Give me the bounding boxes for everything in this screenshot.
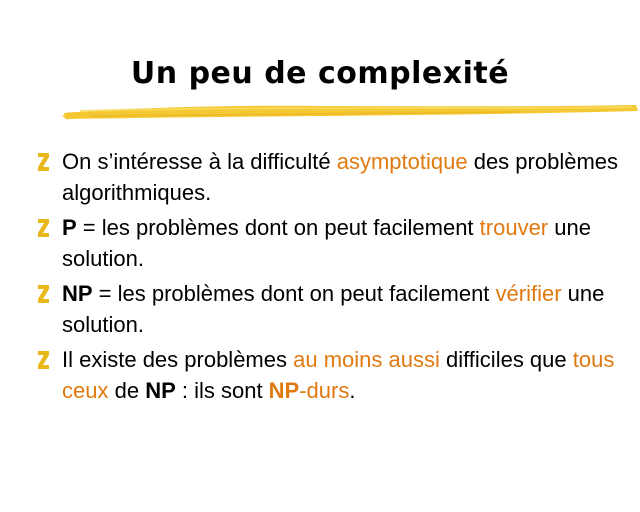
bullet-list [36,146,626,410]
bullet-text: = les problèmes dont on peut facilement [76,215,480,240]
bullet-text: : ils sont [175,378,269,403]
bullet-highlight: tous ceux [62,347,615,403]
bullet-highlight: asymptotique [336,149,468,174]
bullet-text: On s’intéresse à la difficulté [62,149,337,174]
yellow-z-bullet-icon [38,285,49,303]
bullet-text: . [349,378,356,403]
bullet-text: Il existe des problèmes [62,347,294,372]
bullet-bold-term: P [62,215,77,240]
yellow-z-bullet-icon [38,153,49,171]
bullet-text: = les problèmes dont on peut facilement [92,281,496,306]
bullet-highlight: au moins aussi [293,347,440,372]
bullet-bold-term: NP [62,281,93,306]
slide-title: Un peu de complexité [130,56,510,91]
bullet-highlight: vérifier [495,281,562,306]
bullet-text: une solution. [62,215,591,271]
bullet-item-np-class [36,278,626,340]
bullet-text: des problèmes algorithmiques. [62,149,619,205]
bullet-text: de [108,378,146,403]
bullet-item-asymptotic [36,146,626,208]
bullet-bold-highlight: NP [268,378,300,403]
bullet-text: une solution. [62,281,605,337]
bullet-item-p-class [36,212,626,274]
bullet-text: difficiles que [439,347,573,372]
bullet-item-np-hard [36,344,626,406]
bullet-bold-term: NP [145,378,176,403]
bullet-highlight: trouver [479,215,549,240]
yellow-z-bullet-icon [38,351,49,369]
yellow-z-bullet-icon [38,219,49,237]
title-underline-brush [60,96,640,124]
bullet-highlight: -durs [299,378,350,403]
